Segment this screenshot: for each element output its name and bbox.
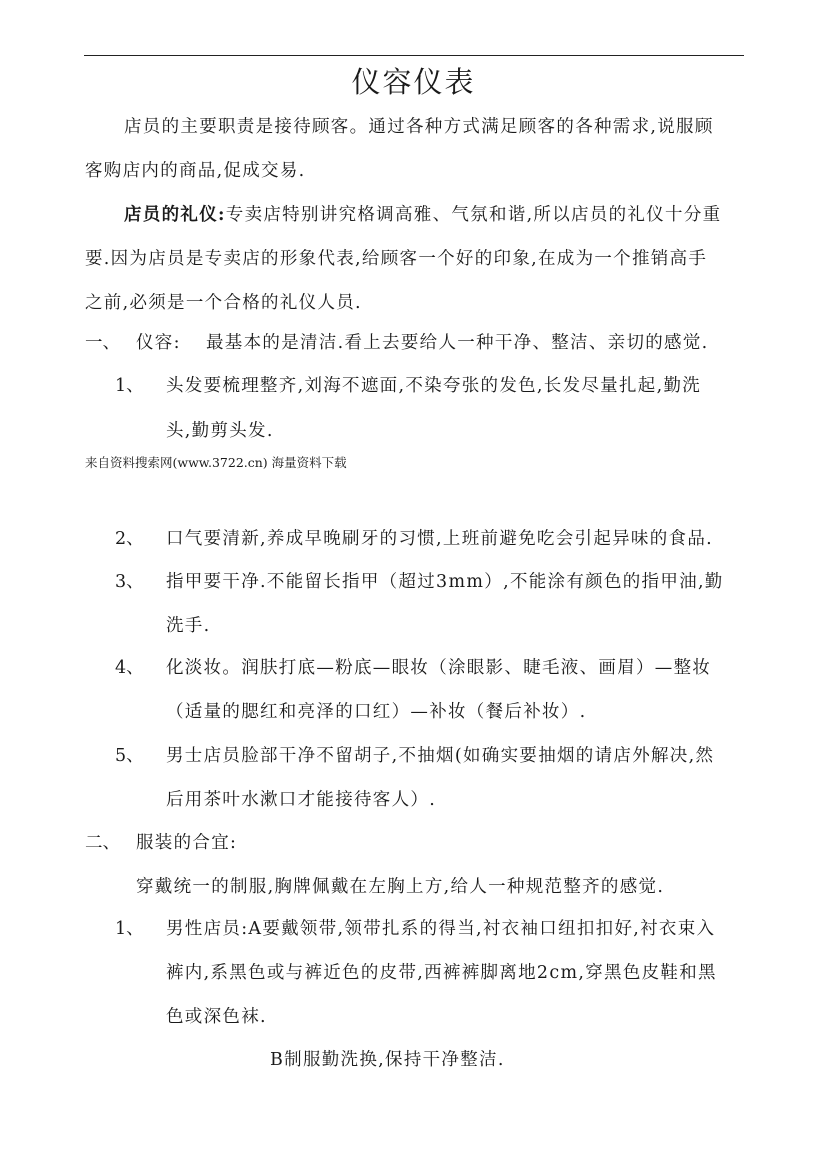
item-line-1: 男士店员脸部干净不留胡子,不抽烟(如确实要抽烟的请店外解决,然 bbox=[166, 746, 715, 766]
item-line-2: （适量的腮红和亮泽的口红）—补妆（餐后补妆）. bbox=[166, 702, 587, 722]
item-number: 1、 bbox=[115, 376, 144, 396]
item-number: 2、 bbox=[115, 529, 144, 549]
section1-number: 一、 bbox=[85, 333, 120, 353]
item-line-2: 裤内,系黑色或与裤近色的皮带,西裤裤脚离地2cm,穿黑色皮鞋和黑 bbox=[166, 963, 717, 983]
intro-line-1: 店员的主要职责是接待顾客。通过各种方式满足顾客的各种需求,说服顾 bbox=[124, 117, 714, 137]
section2-intro: 穿戴统一的制服,胸牌佩戴在左胸上方,给人一种规范整齐的感觉. bbox=[136, 877, 665, 897]
etiquette-line-3: 之前,必须是一个合格的礼仪人员. bbox=[85, 293, 362, 313]
item-number: 3、 bbox=[115, 572, 144, 592]
item-line-3: 色或深色袜. bbox=[166, 1007, 267, 1027]
etiquette-line-1 bbox=[124, 203, 721, 227]
item-number: 1、 bbox=[115, 919, 144, 939]
section2-number: 二、 bbox=[85, 833, 120, 853]
item-number: 4、 bbox=[115, 658, 144, 678]
etiquette-text: 专卖店特别讲究格调高雅、气氛和谐,所以店员的礼仪十分重 bbox=[225, 205, 722, 225]
item-line-2: 后用茶叶水漱口才能接待客人）. bbox=[166, 790, 437, 810]
item-line-2: 洗手. bbox=[166, 616, 211, 636]
section1-heading: 仪容: bbox=[136, 333, 181, 353]
page-title: 仪容仪表 bbox=[351, 65, 476, 99]
item-line-1: 指甲要干净.不能留长指甲（超过3mm）,不能涂有颜色的指甲油,勤 bbox=[166, 572, 724, 592]
etiquette-line-2: 要.因为店员是专卖店的形象代表,给顾客一个好的印象,在成为一个推销高手 bbox=[85, 249, 708, 269]
header-rule bbox=[84, 55, 744, 56]
etiquette-label: 店员的礼仪: bbox=[124, 205, 226, 225]
section2-heading: 服装的合宜: bbox=[136, 833, 238, 853]
item-line-2: 头,勤剪头发. bbox=[166, 421, 274, 441]
section2-note-b: B制服勤洗换,保持干净整洁. bbox=[270, 1050, 505, 1070]
item-line-1: 男性店员:A要戴领带,领带扎系的得当,衬衣袖口纽扣扣好,衬衣束入 bbox=[166, 919, 716, 939]
item-line-1: 头发要梳理整齐,刘海不遮面,不染夸张的发色,长发尽量扎起,勤洗 bbox=[166, 376, 702, 396]
item-number: 5、 bbox=[115, 746, 144, 766]
item-line-1: 口气要清新,养成早晚刷牙的习惯,上班前避免吃会引起异味的食品. bbox=[166, 529, 713, 549]
intro-line-2: 客购店内的商品,促成交易. bbox=[85, 161, 306, 181]
item-line-1: 化淡妆。润肤打底—粉底—眼妆（涂眼影、睫毛液、画眉）—整妆 bbox=[166, 658, 712, 678]
source-note: 来自资料搜索网(www.3722.cn) 海量资料下载 bbox=[85, 455, 347, 470]
section1-text: 最基本的是清洁.看上去要给人一种干净、整洁、亲切的感觉. bbox=[206, 333, 709, 353]
